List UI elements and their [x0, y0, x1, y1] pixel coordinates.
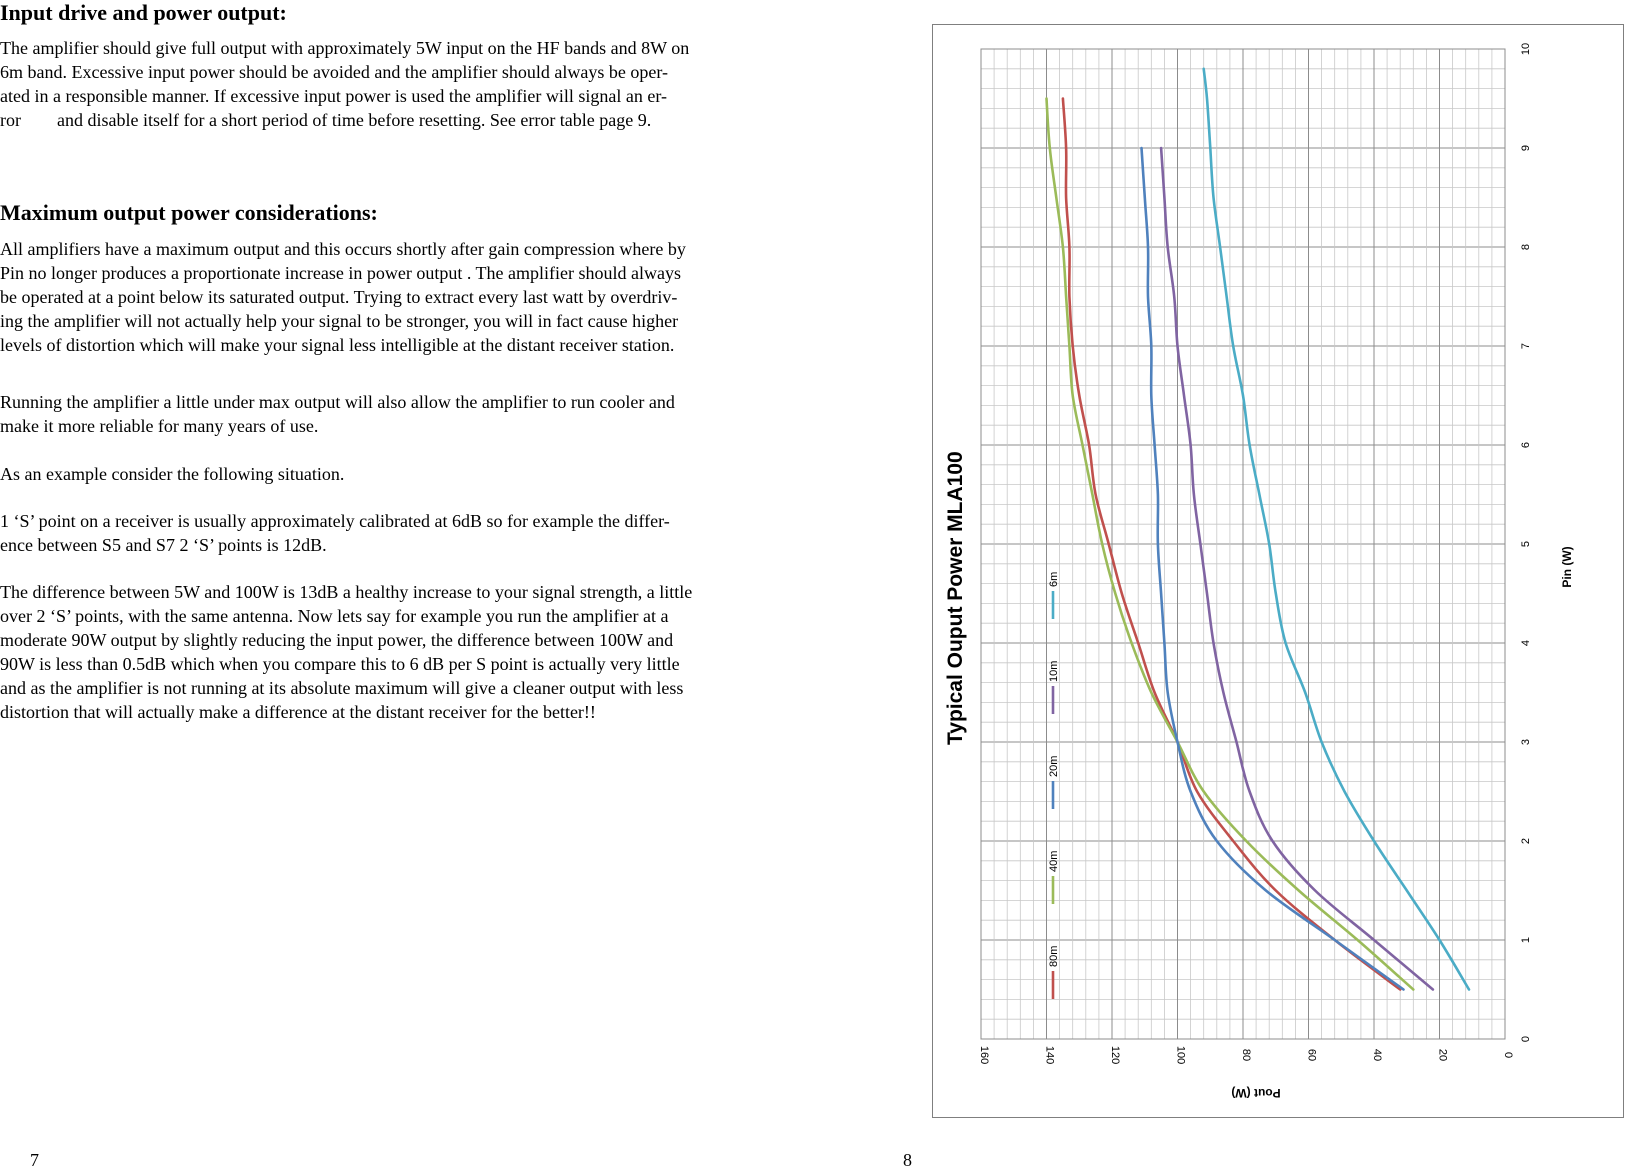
paragraph-max-output	[0, 237, 808, 357]
page-number-left: 7	[30, 1150, 39, 1170]
x-tick-label: 8	[1520, 243, 1532, 251]
paragraph-s-point	[0, 509, 808, 557]
text-line: levels of distortion which will make your signal less intelligible at the distant receiver station.	[0, 335, 675, 355]
chart-ticks	[978, 43, 1532, 1064]
x-axis-label: Pin (W)	[1560, 546, 1574, 588]
text-line: The difference between 5W and 100W is 13dB a healthy increase to your signal strength, a little	[0, 582, 693, 602]
x-tick-label: 1	[1520, 936, 1532, 944]
x-tick-label: 7	[1520, 342, 1532, 350]
chart-legend	[1048, 572, 1060, 999]
text-line: ated in a responsible manner. If excessive input power is used the amplifier will signal an er-	[0, 86, 667, 106]
text-line: be operated at a point below its saturated output. Trying to extract every last watt by overdriv-	[0, 287, 678, 307]
text-line: 90W is less than 0.5dB which when you compare this to 6 dB per S point is actually very little	[0, 654, 680, 674]
text-line: Running the amplifier a little under max output will also allow the amplifier to run cooler and	[0, 392, 675, 412]
x-tick-label: 2	[1520, 837, 1532, 845]
x-tick-label: 9	[1520, 144, 1532, 152]
text-line: All amplifiers have a maximum output and this occurs shortly after gain compression where by	[0, 239, 686, 259]
legend-label: 20m	[1048, 755, 1060, 777]
text-line: ing the amplifier will not actually help your signal to be stronger, you will in fact cause higher	[0, 311, 679, 331]
heading-input-drive: Input drive and power output:	[0, 0, 287, 25]
text-line: 6m band. Excessive input power should be avoided and the amplifier should always be oper-	[0, 62, 668, 82]
text-line: Pin no longer produces a proportionate increase in power output . The amplifier should always	[0, 263, 681, 283]
chart-frame	[932, 24, 1624, 1118]
y-axis-label: Pout (W)	[1231, 1086, 1281, 1100]
text-line: ror and disable itself for a short period of time before resetting. See error table page 9.	[0, 110, 652, 130]
text-line: moderate 90W output by slightly reducing the input power, the difference between 100W and	[0, 630, 674, 650]
text-line: make it more reliable for many years of use.	[0, 416, 319, 436]
legend-label: 80m	[1048, 945, 1060, 967]
series-line-10m	[1161, 148, 1433, 990]
legend-label: 6m	[1048, 571, 1060, 587]
text-line: distortion that will actually make a difference at the distant receiver for the better!!	[0, 702, 596, 722]
legend-entry-6m	[1048, 572, 1060, 619]
page-number-right: 8	[903, 1150, 912, 1170]
y-tick-label: 60	[1305, 1048, 1318, 1062]
y-tick-label: 160	[978, 1045, 990, 1065]
paragraph-difference	[0, 580, 808, 724]
heading-max-output: Maximum output power considerations:	[0, 200, 378, 225]
legend-entry-40m	[1048, 851, 1060, 904]
text-line: and as the amplifier is not running at its absolute maximum will give a cleaner output with less	[0, 678, 684, 698]
y-tick-label: 100	[1174, 1045, 1187, 1065]
y-tick-label: 140	[1043, 1045, 1056, 1065]
text-line: ence between S5 and S7 2 ‘S’ points is 12dB.	[0, 535, 327, 555]
chart-title: Typical Ouput Power MLA100	[944, 451, 967, 745]
y-tick-label: 40	[1371, 1048, 1383, 1062]
legend-entry-20m	[1048, 756, 1060, 809]
y-tick-label: 120	[1109, 1045, 1121, 1065]
legend-entry-10m	[1048, 661, 1060, 714]
x-tick-label: 5	[1520, 540, 1532, 548]
x-tick-label: 10	[1520, 42, 1532, 56]
text-line: The amplifier should give full output with approximately 5W input on the HF bands and 8W on	[0, 38, 690, 58]
text-line: over 2 ‘S’ points, with the same antenna. Now lets say for example you run the amplifier at a	[0, 606, 669, 626]
y-tick-label: 20	[1436, 1048, 1449, 1062]
text-line: 1 ‘S’ point on a receiver is usually approximately calibrated at 6dB so for example the differ-	[0, 511, 670, 531]
x-tick-label: 3	[1520, 738, 1532, 746]
paragraph-run-cooler	[0, 390, 808, 438]
legend-entry-80m	[1048, 946, 1060, 999]
paragraph-input-drive	[0, 36, 808, 132]
y-tick-label: 80	[1240, 1048, 1252, 1062]
legend-label: 40m	[1048, 850, 1060, 872]
chart-grid	[981, 49, 1505, 1039]
legend-label: 10m	[1048, 660, 1060, 682]
output-power-chart	[933, 25, 1623, 1117]
paragraph-example-intro: As an example consider the following situation.	[0, 464, 345, 484]
x-tick-label: 4	[1520, 639, 1532, 647]
x-tick-label: 6	[1520, 441, 1532, 449]
y-tick-label: 0	[1502, 1051, 1514, 1059]
x-tick-label: 0	[1520, 1035, 1532, 1043]
chart-series	[1047, 69, 1470, 990]
